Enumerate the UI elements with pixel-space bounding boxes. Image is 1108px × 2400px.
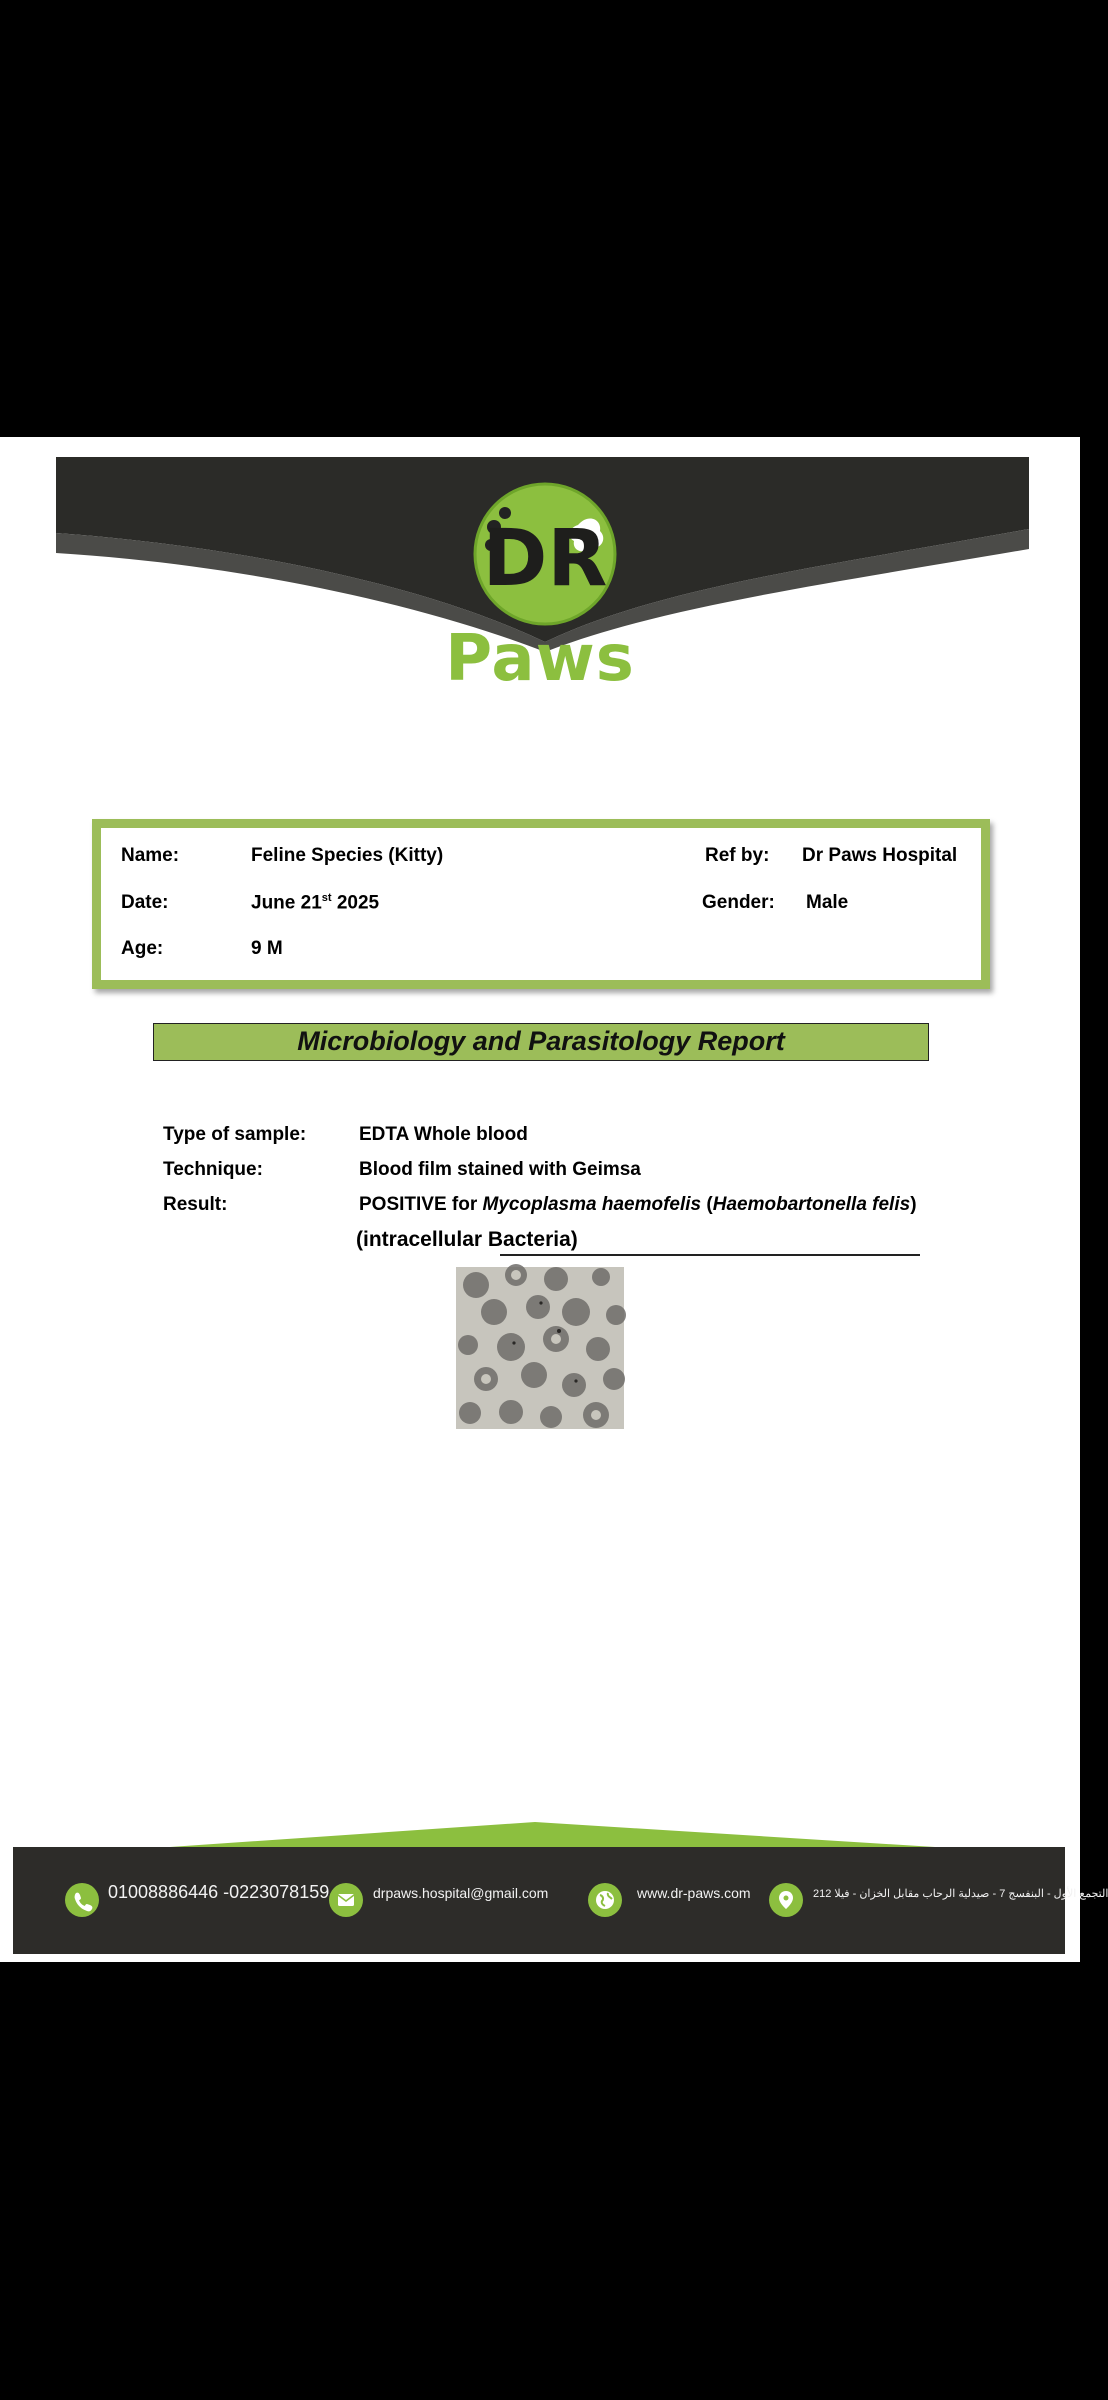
logo-dr-text: DR — [482, 514, 608, 604]
gender-value: Male — [806, 892, 849, 913]
ref-value: Dr Paws Hospital — [802, 845, 958, 866]
date-value: June 21st 2025 — [251, 892, 380, 914]
brand-name: Paws — [445, 622, 635, 696]
mail-icon — [329, 1883, 363, 1917]
name-label: Name: — [121, 845, 180, 866]
report-page — [0, 437, 1108, 1962]
gender-label: Gender: — [702, 892, 775, 913]
technique-value: Blood film stained with Geimsa — [359, 1159, 641, 1180]
underline-rule — [500, 1254, 920, 1256]
dr-paws-logo — [475, 484, 615, 624]
footer-address: التجمع الأول - البنفسج 7 - صيدلية الرحاب مقابل الخزان - فيلا 212 — [813, 1888, 1108, 1900]
globe-icon — [588, 1883, 622, 1917]
date-label: Date: — [121, 892, 169, 913]
footer-website: www.dr-paws.com — [637, 1885, 751, 1901]
footer-bar — [13, 1847, 1108, 1954]
blood-smear-micrograph — [456, 1267, 624, 1429]
sample-value: EDTA Whole blood — [359, 1124, 528, 1145]
location-pin-icon — [769, 1883, 803, 1917]
ref-label: Ref by: — [705, 845, 770, 866]
patient-info-box — [92, 819, 990, 989]
name-value: Feline Species (Kitty) — [251, 845, 444, 866]
result-value: POSITIVE for Mycoplasma haemofelis (Haemobartonella felis) — [359, 1194, 917, 1215]
footer-phone: 01008886446 -0223078159 — [108, 1882, 330, 1902]
phone-icon — [65, 1883, 99, 1917]
technique-label: Technique: — [163, 1159, 263, 1180]
report-title: Microbiology and Parasitology Report — [153, 1023, 929, 1061]
footer-email: drpaws.hospital@gmail.com — [373, 1885, 549, 1901]
age-value: 9 M — [251, 938, 283, 959]
result-note: (intracellular Bacteria) — [356, 1228, 578, 1251]
result-label: Result: — [163, 1194, 228, 1215]
age-label: Age: — [121, 938, 164, 959]
sample-label: Type of sample: — [163, 1124, 307, 1145]
